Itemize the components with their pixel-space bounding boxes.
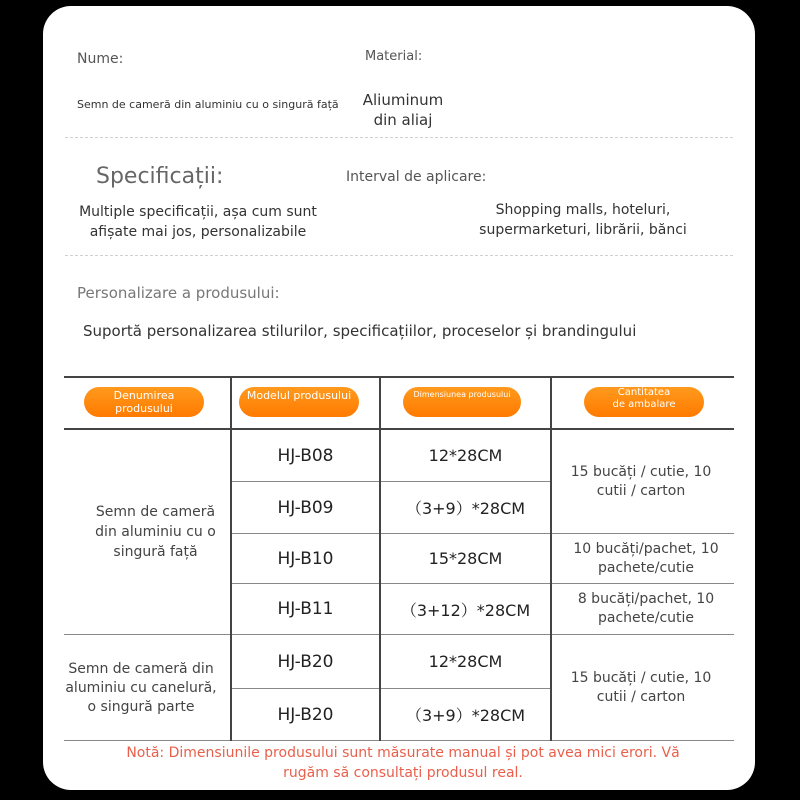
model-cell: HJ-B20 [277, 704, 334, 725]
material-label: Material: [365, 49, 423, 64]
divider [65, 137, 733, 138]
material-value: Aliuminum din aliaj [362, 91, 444, 129]
packaging-cell: 15 bucăți / cutie, 10 cutii / carton [570, 463, 712, 499]
application-label: Interval de aplicare: [346, 169, 487, 185]
model-cell: HJ-B20 [277, 651, 334, 672]
product-name-cell: Semn de cameră din aluminiu cu canelură, o singură parte [65, 660, 217, 715]
name-value: Semn de cameră din aluminiu cu o singură față [77, 98, 339, 111]
table-header: Dimensiunea produsului [403, 387, 521, 417]
size-cell: 12*28CM [428, 652, 503, 671]
table-header: Denumirea produsului [84, 387, 204, 417]
product-name-cell: Semn de cameră din aluminiu cu o singură față [95, 504, 216, 560]
table-line [550, 376, 552, 741]
size-cell: 15*28CM [428, 549, 503, 568]
model-cell: HJ-B08 [277, 445, 334, 466]
model-cell: HJ-B11 [277, 599, 334, 619]
specs-label: Specificații: [96, 164, 224, 189]
customization-value: Suportă personalizarea stilurilor, specificațiilor, proceselor și brandingului [83, 322, 637, 340]
model-cell: HJ-B10 [277, 548, 334, 569]
divider [65, 255, 733, 256]
packaging-cell: 15 bucăți / cutie, 10 cutii / carton [570, 669, 712, 705]
specs-value: Multiple specificații, așa cum sunt afișate mai jos, personalizabile [79, 204, 317, 240]
packaging-cell: 10 bucăți/pachet, 10 pachete/cutie [573, 540, 719, 576]
table-line [64, 740, 734, 741]
packaging-cell: 8 bucăți/pachet, 10 pachete/cutie [577, 591, 715, 626]
model-cell: HJ-B09 [277, 497, 334, 518]
table-line [64, 376, 734, 378]
disclaimer-note: Notă: Dimensiunile produsului sunt măsurate manual și pot avea mici erori. Vă rugăm să consultați produsul real. [126, 745, 680, 781]
size-cell: （3+12）*28CM [400, 600, 531, 620]
product-info-card [43, 6, 755, 790]
table-header: Modelul produsului [239, 387, 359, 417]
size-cell: （3+9）*28CM [405, 706, 526, 725]
application-value: Shopping malls, hoteluri, supermarketuri, librării, bănci [479, 202, 687, 238]
customization-label: Personalizare a produsului: [77, 284, 280, 302]
size-cell: 12*28CM [428, 446, 503, 465]
name-label: Nume: [77, 51, 124, 67]
table-header: Cantitatea de ambalare [584, 387, 704, 417]
size-cell: （3+9）*28CM [405, 499, 526, 518]
